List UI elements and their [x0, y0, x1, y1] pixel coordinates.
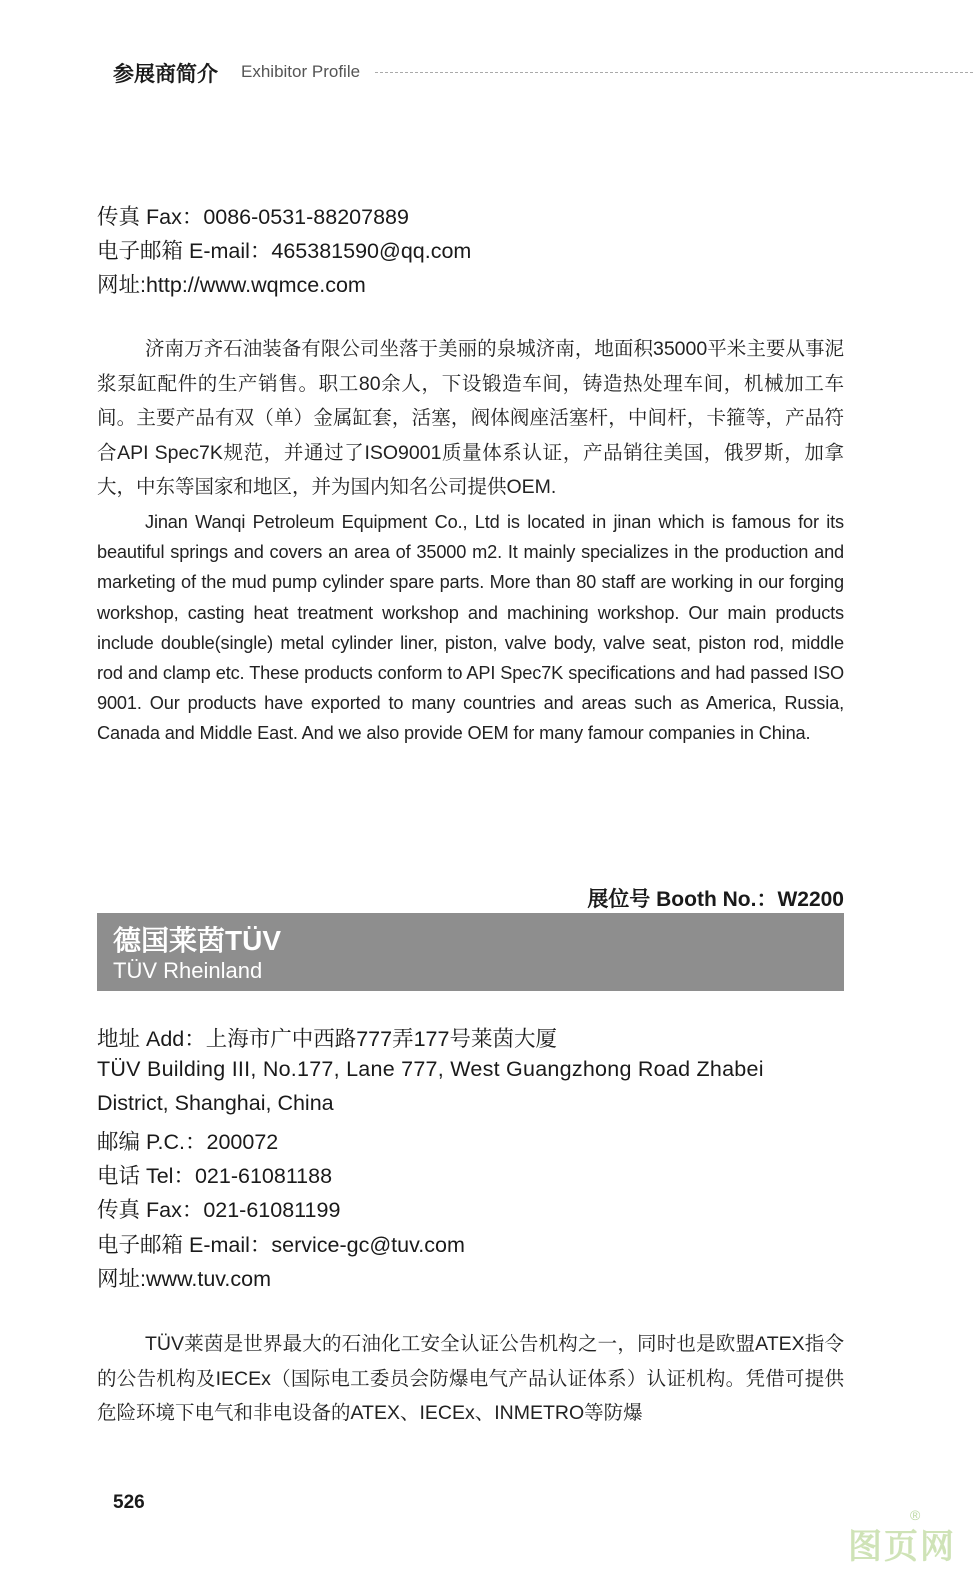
- exhibitor-name-cn: 德国莱茵TÜV: [113, 925, 282, 956]
- exhibitor-address-en-line1: TÜV Building III, No.177, Lane 777, West Guangzhong Road Zhabei: [97, 1057, 764, 1081]
- prev-website: 网址:http://www.wqmce.com: [97, 273, 366, 297]
- booth-number: 展位号 Booth No.：W2200: [587, 888, 844, 911]
- header-title-cn: 参展商简介: [113, 63, 218, 86]
- registered-mark-icon: ®: [910, 1507, 921, 1523]
- exhibitor-website: 网址:www.tuv.com: [97, 1267, 272, 1291]
- page-header: [113, 58, 973, 88]
- prev-fax: 传真 Fax：0086-0531-88207889: [97, 205, 409, 229]
- exhibitor-tel: 电话 Tel：021-61081188: [97, 1164, 333, 1188]
- prev-description-cn: 济南万齐石油装备有限公司坐落于美丽的泉城济南，地面积35000平米主要从事泥浆泵缸配件的生产销售。职工80余人，下设锻造车间，铸造热处理车间，机械加工车间。主要产品有双（单）金属缸套，活塞，阀体阀座活塞杆，中间杆，卡箍等，产品符合API Spec7K规范，并通过了ISO9001质量体系认证，产品销往美国，俄罗斯，加拿大，中东等国家和地区，并为国内知名公司提供OEM.: [97, 338, 844, 498]
- exhibitor-description-cn: TÜV莱茵是世界最大的石油化工安全认证公告机构之一，同时也是欧盟ATEX指令的公告机构及IECEx（国际电工委员会防爆电气产品认证体系）认证机构。凭借可提供危险环境下电气和非电设备的ATEX、IECEx、INMETRO等防爆: [97, 1333, 844, 1424]
- page-number: 526: [113, 1492, 145, 1513]
- watermark-logo: [848, 1507, 956, 1566]
- exhibitor-email: 电子邮箱 E-mail：service-gc@tuv.com: [97, 1233, 465, 1257]
- exhibitor-postcode: 邮编 P.C.：200072: [97, 1130, 279, 1154]
- exhibitor-title-band: [97, 913, 844, 991]
- exhibitor-fax: 传真 Fax：021-61081199: [97, 1198, 341, 1222]
- exhibitor-address-en-line2: District, Shanghai, China: [97, 1091, 334, 1115]
- header-divider: [375, 72, 973, 73]
- prev-description-en: Jinan Wanqi Petroleum Equipment Co., Ltd is located in jinan which is famous for its beautiful springs and covers an area of 35000 m2. It mainly specializes in the production and marketing of the mud pump cylinder spare parts. More than 80 staff are working in our forging workshop, casting heat treatment workshop and machining workshop. Our main products include double(single) metal cylinder liner, piston, valve body, valve seat, piston rod, middle rod and clamp etc. These products conform to API Spec7K specifications and had passed ISO 9001. Our products have exported to many countries and areas such as America, Russia, Canada and Middle East. And we also provide OEM for many famour companies in China.: [97, 512, 844, 744]
- exhibitor-address-cn: 地址 Add：上海市广中西路777弄177号莱茵大厦: [97, 1027, 557, 1051]
- watermark-text: 图页网: [848, 1528, 956, 1566]
- exhibitor-name-en: TÜV Rheinland: [113, 958, 263, 983]
- prev-email: 电子邮箱 E-mail：465381590@qq.com: [97, 239, 472, 263]
- header-title-en: Exhibitor Profile: [241, 62, 361, 81]
